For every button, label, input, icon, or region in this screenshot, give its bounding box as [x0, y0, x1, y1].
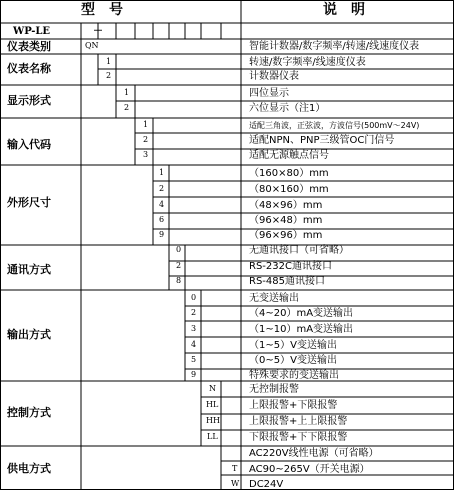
code-cell: 2 — [176, 261, 182, 270]
description-row: RS-485通讯接口 — [249, 276, 325, 287]
code-cell: 2 — [143, 135, 149, 144]
model-number: WP-LE — [13, 26, 51, 37]
section-dimensions: 外形尺寸 — [7, 196, 51, 209]
code-cell: 9 — [159, 230, 165, 239]
description-row: （1~10）mA变送输出 — [249, 324, 354, 335]
description-row: 上限报警+下限报警 — [249, 400, 338, 411]
description-row: 智能计数器/数字频率/转速/线速度仪表 — [249, 41, 420, 52]
table-grid-lines — [1, 1, 453, 489]
code-cell: HH — [206, 416, 220, 425]
section-power: 供电方式 — [7, 462, 51, 475]
code-cell: 1 — [124, 88, 130, 97]
code-cell: 2 — [159, 184, 165, 193]
code-cell: T — [232, 464, 238, 473]
description-row: 无控制报警 — [249, 384, 299, 395]
description-row: AC220V线性电源（可省略） — [249, 448, 379, 459]
description-row: （96×48）mm — [249, 215, 323, 226]
description-row: 上限报警+上上限报警 — [249, 416, 348, 427]
description-row: （48×96）mm — [249, 200, 323, 211]
description-row: （80×160）mm — [249, 184, 329, 195]
code-cell: N — [209, 384, 216, 393]
model-column-title: 型 号 — [81, 2, 123, 18]
section-instrument-name: 仪表名称 — [7, 62, 51, 75]
description-row: AC90~265V（开关电源） — [249, 464, 370, 475]
description-row: 适配无源触点信号 — [249, 150, 329, 161]
explanation-column-title: 说 明 — [323, 2, 365, 18]
description-row: （0~5）V变送输出 — [249, 355, 337, 366]
description-row: 特殊要求的变送输出 — [249, 370, 339, 381]
code-qn: QN — [85, 41, 99, 50]
description-row: 无变送输出 — [249, 293, 299, 304]
section-display: 显示形式 — [7, 94, 51, 107]
code-cell: 6 — [159, 215, 165, 224]
description-row: DC24V — [249, 479, 284, 490]
code-cell: 1 — [143, 120, 149, 129]
code-cell: 0 — [191, 293, 197, 302]
model-dash: － — [93, 26, 103, 37]
description-row: 计数器仪表 — [249, 71, 299, 82]
description-row: 适配NPN、PNP三级管OC门信号 — [249, 135, 395, 146]
description-row: 适配三角波，正弦波，方波信号(500mV～24V) — [249, 121, 420, 130]
description-row: （4~20）mA变送输出 — [249, 308, 354, 319]
description-row: （160×80）mm — [249, 168, 329, 179]
description-row: RS-232C通讯接口 — [249, 261, 332, 272]
section-communication: 通讯方式 — [7, 263, 51, 276]
code-cell: 4 — [191, 340, 197, 349]
description-row: （1~5）V变送输出 — [249, 340, 337, 351]
section-output: 输出方式 — [7, 328, 51, 341]
section-instrument-type: 仪表类别 — [7, 40, 51, 53]
code-cell: 0 — [176, 245, 182, 254]
description-row: 四位显示 — [249, 88, 289, 99]
code-cell: 3 — [191, 324, 197, 333]
code-cell: 1 — [159, 168, 165, 177]
description-row: 转速/数字频率/线速度仪表 — [249, 57, 366, 68]
description-row: （96×96）mm — [249, 230, 323, 241]
code-cell: 3 — [143, 150, 149, 159]
code-cell: 1 — [106, 57, 112, 66]
code-cell: 9 — [191, 370, 197, 379]
code-cell: 2 — [124, 103, 130, 112]
code-cell: HL — [206, 400, 219, 409]
code-cell: 4 — [159, 200, 165, 209]
description-row: 六位显示（注1） — [249, 103, 326, 114]
code-cell: 8 — [176, 276, 182, 285]
section-control: 控制方式 — [7, 406, 51, 419]
description-row: 下限报警+下下限报警 — [249, 432, 348, 443]
code-cell: LL — [207, 432, 218, 441]
description-row: 无通讯接口（可省略） — [249, 245, 349, 256]
section-input-code: 输入代码 — [7, 138, 51, 151]
code-cell: W — [231, 479, 240, 488]
code-cell: 2 — [106, 71, 112, 80]
code-cell: 2 — [191, 308, 197, 317]
code-cell: 5 — [191, 355, 197, 364]
